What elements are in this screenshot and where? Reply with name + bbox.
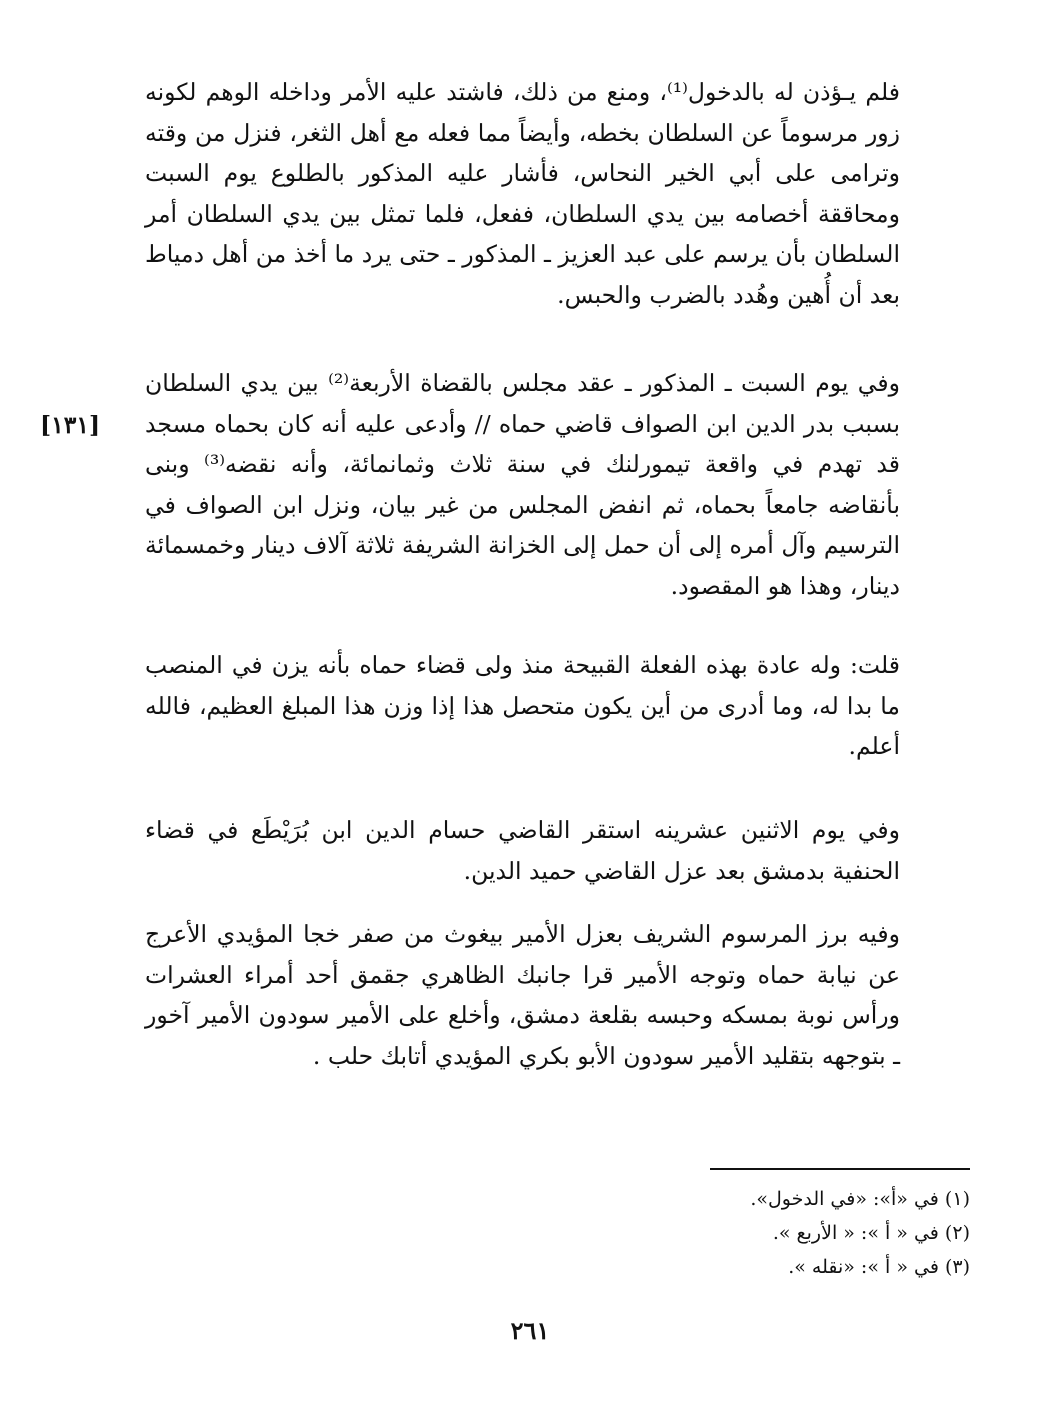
page-number: ٢٦١ [510, 1316, 550, 1345]
footnotes-list [600, 1182, 970, 1284]
paragraph-1: فلم يـؤذن له بالدخول⁽¹⁾، ومنع من ذلك، فاشتد عليه الأمر وداخله الوهم لكونه زور مرسوماً عن السلطان بخطه، وأيضاً مما فعله مع أهل الثغر، فنزل من وقته وترامى على أبي الخير النحاس، فأشار عليه المذكور بالطلوع يوم السبت ومحاققة أخصامه بين يدي السلطان، ففعل، فلما تمثل بين يدي السلطان أمر السلطان بأن يرسم على عبد العزيز ـ المذكور ـ حتى يرد ما أخذ من أهل دمياط بعد أن أُهين وهُدد بالضرب والحبس. [145, 78, 900, 309]
footnote-divider [710, 1168, 970, 1170]
footnote-2: (٢) في « أ »: « الأربع ». [772, 1222, 970, 1244]
paragraph-4: وفي يوم الاثنين عشرينه استقر القاضي حسام الدين ابن بُرَيْطَع في قضاء الحنفية بدمشق بعد عزل القاضي حميد الدين. [145, 816, 900, 885]
margin-folio-reference: [١٣١] [40, 411, 101, 439]
footnote-3: (٣) في « أ »: «نقله ». [788, 1256, 970, 1278]
footnote-1: (١) في «أ»: «في الدخول». [750, 1188, 970, 1210]
paragraph-2: وفي يوم السبت ـ المذكور ـ عقد مجلس بالقضاة الأربعة⁽²⁾ بين يدي السلطان بسبب بدر الدين ابن الصواف قاضي حماه // وأدعى عليه أنه كان بحماه مسجد قد تهدم في واقعة تيمورلنك في سنة ثلاث وثمانمائة، وأنه نقضه⁽³⁾ وبنى بأنقاضه جامعاً بحماه، ثم انفض المجلس من غير بيان، ونزل ابن الصواف في الترسيم وآل أمره إلى أن حمل إلى الخزانة الشريفة ثلاثة آلاف دينار وخمسمائة دينار، وهذا هو المقصود. [145, 369, 901, 600]
paragraph-3: قلت: وله عادة بهذه الفعلة القبيحة منذ ولى قضاء حماه بأنه يزن في المنصب ما بدا له، وما أدرى من أين يكون متحصل هذا إذا وزن هذا المبلغ العظيم، فالله أعلم. [145, 651, 900, 760]
paragraph-5: وفيه برز المرسوم الشريف بعزل الأمير بيغوث من صفر خجا المؤيدي الأعرج عن نيابة حماه وتوجه الأمير قرا جانبك الظاهري جقمق أحد أمراء العشرات ورأس نوبة بمسكه وحبسه بقلعة دمشق، وأخلع على الأمير سودون الأمير آخور ـ بتوجهه بتقليد الأمير سودون الأبو بكري المؤيدي أتابك حلب . [145, 920, 900, 1070]
